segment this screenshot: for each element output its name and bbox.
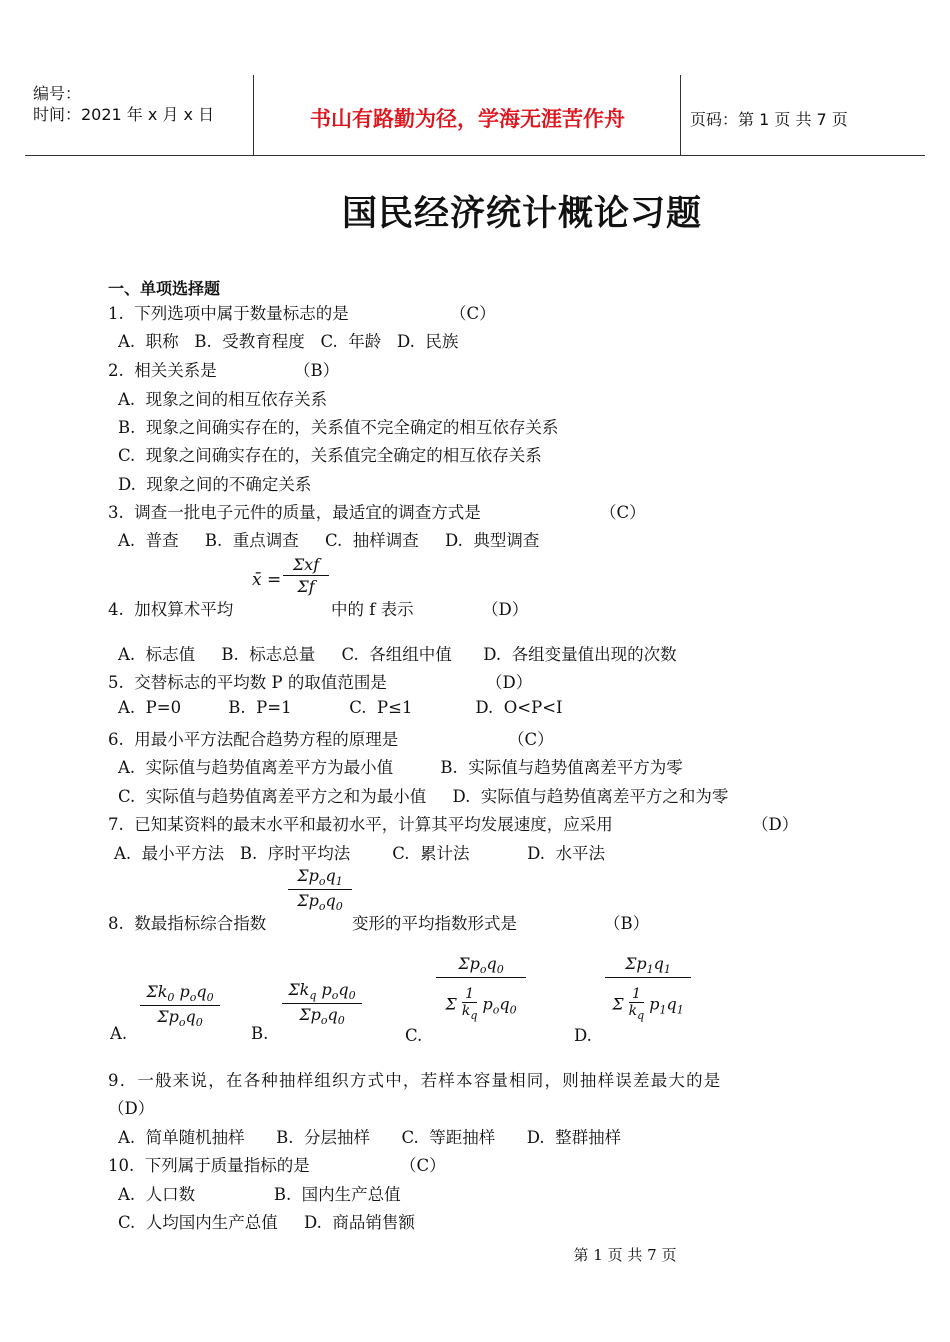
answer-1: （C） [450,304,496,323]
option-2c: C. 现象之间确实存在的，关系值完全确定的相互依存关系 [118,446,542,465]
q8-numerator: $\Sigma p_oq_1$ [288,866,352,890]
answer-4: （D） [482,600,529,619]
question-9: 9．一般来说，在各种抽样组织方式中，若样本容量相同，则抽样误差最大的是 [108,1071,722,1090]
question-5: 5. 交替标志的平均数 P 的取值范围是 [108,673,387,692]
document-title: 国民经济统计概论习题 [341,193,702,234]
option-8c-formula: $\Sigma p_oq_0$ Σ $\frac{1}{k_q}$ $p_oq_0$ [436,954,526,1024]
question-4: 4. 加权算术平均 [108,600,234,619]
header-divider [680,75,681,155]
option-2d: D. 现象之间的不确定关系 [118,475,312,494]
q8-fraction [288,866,352,913]
header-meta [33,83,214,125]
question-10: 10. 下列属于质量指标的是 [108,1156,310,1175]
question-2: 2. 相关关系是 [108,361,217,380]
answer-10: （C） [400,1156,446,1175]
question-4-tail: 中的 f 表示 [331,600,414,619]
question-7: 7. 已知某资料的最末水平和最初水平，计算其平均发展速度，应采用 [108,815,613,834]
section-heading: 一、单项选择题 [108,279,221,298]
options-4: A. 标志值 B. 标志总量 C. 各组组中值 D. 各组变量值出现的次数 [118,645,677,664]
question-6: 6. 用最小平方法配合趋势方程的原理是 [108,730,399,749]
mean-symbol: x̄ = [252,570,282,590]
option-2b: B. 现象之间确实存在的，关系值不完全确定的相互依存关系 [118,418,559,437]
page-counter: 页码：第 1 页 共 7 页 [690,110,848,129]
option-8b-label: B. [251,1024,269,1043]
option-8a-label: A. [110,1024,128,1043]
option-2a: A. 现象之间的相互依存关系 [118,390,328,409]
answer-9: （D） [108,1099,155,1118]
answer-5: （D） [486,673,533,692]
q8-denominator: $\Sigma p_oq_0$ [297,891,343,914]
time-label: 时间：2021 年 x 月 x 日 [33,105,215,124]
mean-numerator: Σxf [283,555,329,576]
option-8d-formula: $\Sigma p_1q_1$ Σ $\frac{1}{k_q}$ $p_1q_1$ [605,954,691,1024]
page-footer: 第 1 页 共 7 页 [573,1246,677,1264]
answer-3: （C） [600,503,646,522]
answer-6: （C） [508,730,554,749]
question-3: 3. 调查一批电子元件的质量，最适宜的调查方式是 [108,503,481,522]
options-10ab: A. 人口数 B. 国内生产总值 [118,1185,401,1204]
header-motto: 书山有路勤为径，学海无涯苦作舟 [310,107,625,131]
answer-2: （B） [294,361,340,380]
question-8-tail: 变形的平均指数形式是 [352,914,517,933]
options-9: A. 简单随机抽样 B. 分层抽样 C. 等距抽样 D. 整群抽样 [118,1128,622,1147]
header-divider [253,75,254,155]
options-3: A. 普查 B. 重点调查 C. 抽样调查 D. 典型调查 [118,531,540,550]
option-8b-formula: $\Sigma k_q$ $p_oq_0$ $\Sigma p_oq_0$ [282,980,362,1027]
answer-7: （D） [752,815,799,834]
question-1: 1. 下列选项中属于数量标志的是 [108,304,349,323]
options-5: A. P=0 B. P=1 C. P≤1 D. O<P<I [118,698,563,717]
number-label: 编号： [33,84,82,103]
option-8d-label: D. [574,1026,592,1045]
page-header [25,75,925,156]
mean-fraction [283,555,329,596]
options-6cd: C. 实际值与趋势值离差平方之和为最小值 D. 实际值与趋势值离差平方之和为零 [118,787,729,806]
option-8a-formula: $\Sigma k_0$ $p_oq_0$ $\Sigma p_oq_0$ [140,982,220,1029]
mean-denominator: Σf [297,577,315,596]
options-1: A. 职称 B. 受教育程度 C. 年龄 D. 民族 [118,332,459,351]
options-10cd: C. 人均国内生产总值 D. 商品销售额 [118,1213,415,1232]
options-7: A. 最小平方法 B. 序时平均法 C. 累计法 D. 水平法 [114,844,606,863]
answer-8: （B） [604,914,650,933]
option-8c-label: C. [405,1026,423,1045]
options-6ab: A. 实际值与趋势值离差平方为最小值 B. 实际值与趋势值离差平方为零 [118,758,683,777]
question-8: 8. 数最指标综合指数 [108,914,267,933]
